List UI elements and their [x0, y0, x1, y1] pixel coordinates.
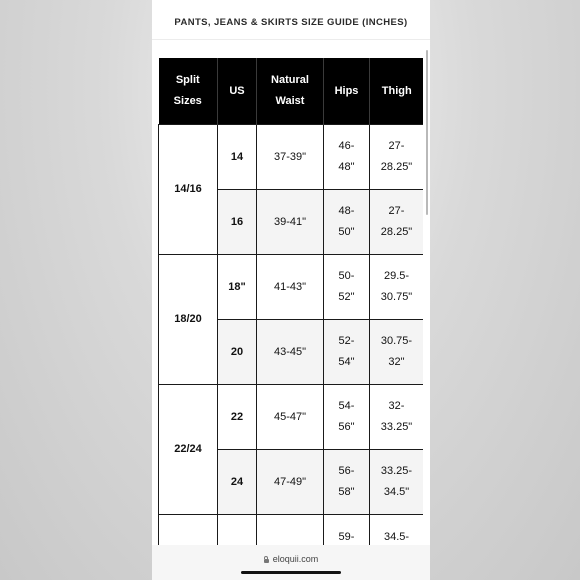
hips-cell: 48- 50" — [324, 190, 370, 255]
thigh-cell: 32- 33.25" — [370, 385, 424, 450]
split-size-cell — [159, 515, 218, 546]
size-table-container[interactable] — [158, 58, 423, 545]
table-body — [159, 125, 424, 546]
thigh-cell: 27- 28.25" — [370, 125, 424, 190]
thigh-cell: 27- 28.25" — [370, 190, 424, 255]
thigh-cell: 33.25- 34.5" — [370, 450, 424, 515]
us-size-cell — [218, 515, 257, 546]
waist-cell: 39-41" — [257, 190, 324, 255]
header-us: US — [218, 58, 257, 125]
header-natural-waist: Natural Waist — [257, 58, 324, 125]
hips-cell: 54- 56" — [324, 385, 370, 450]
us-size-cell: 24 — [218, 450, 257, 515]
split-size-cell: 14/16 — [159, 125, 218, 255]
thigh-cell: 29.5- 30.75" — [370, 255, 424, 320]
url-display[interactable] — [152, 554, 430, 564]
waist-cell — [257, 515, 324, 546]
scrollbar[interactable] — [426, 50, 428, 215]
header-thigh: Thigh — [370, 58, 424, 125]
page-title: PANTS, JEANS & SKIRTS SIZE GUIDE (INCHES) — [174, 17, 408, 28]
size-guide-table — [158, 58, 423, 545]
browser-address-bar[interactable] — [152, 545, 430, 580]
phone-screen — [152, 0, 430, 580]
table-row — [159, 515, 424, 546]
lock-icon — [264, 559, 269, 563]
table-row — [159, 255, 424, 320]
header-row — [159, 58, 424, 125]
thigh-cell: 34.5- — [370, 515, 424, 546]
header-hips: Hips — [324, 58, 370, 125]
waist-cell: 41-43" — [257, 255, 324, 320]
split-size-cell: 22/24 — [159, 385, 218, 515]
hips-cell: 50- 52" — [324, 255, 370, 320]
hips-cell: 46- 48" — [324, 125, 370, 190]
header-split-sizes: Split Sizes — [159, 58, 218, 125]
table-row — [159, 385, 424, 450]
hips-cell: 59- — [324, 515, 370, 546]
hips-cell: 52- 54" — [324, 320, 370, 385]
split-size-cell: 18/20 — [159, 255, 218, 385]
waist-cell: 47-49" — [257, 450, 324, 515]
thigh-cell: 30.75- 32" — [370, 320, 424, 385]
us-size-cell: 22 — [218, 385, 257, 450]
us-size-cell: 14 — [218, 125, 257, 190]
waist-cell: 37-39" — [257, 125, 324, 190]
us-size-cell: 20 — [218, 320, 257, 385]
table-header — [159, 58, 424, 125]
home-indicator[interactable] — [241, 571, 341, 574]
us-size-cell: 18" — [218, 255, 257, 320]
url-text: eloquii.com — [272, 554, 319, 564]
table-row — [159, 125, 424, 190]
us-size-cell: 16 — [218, 190, 257, 255]
title-divider — [152, 39, 430, 40]
waist-cell: 43-45" — [257, 320, 324, 385]
waist-cell: 45-47" — [257, 385, 324, 450]
hips-cell: 56- 58" — [324, 450, 370, 515]
